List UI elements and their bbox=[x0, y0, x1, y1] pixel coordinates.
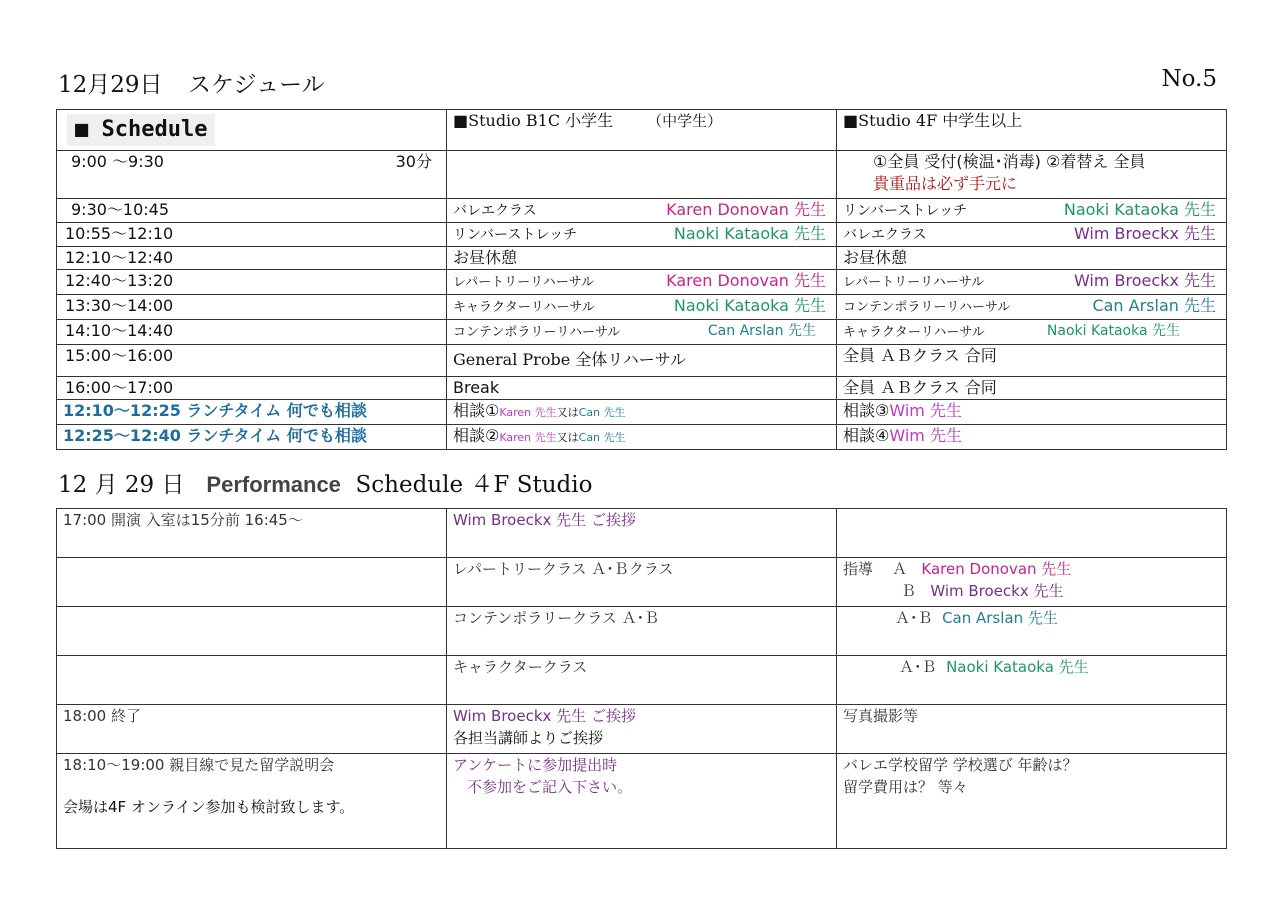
performance-table bbox=[56, 508, 1227, 849]
table-row: 10:55～12:10 リンバーストレッチ Naoki Kataoka 先生 バレエクラス Wim Broeckx 先生 bbox=[57, 223, 1227, 247]
table-row: 17:00 開演 入室は15分前 16:45～ Wim Broeckx 先生 ご挨拶 bbox=[57, 509, 1227, 558]
header-studio-4f: ■Studio 4F 中学生以上 bbox=[837, 110, 1227, 151]
page-title-date: 12月29日 bbox=[58, 72, 163, 98]
header-schedule: ■ Schedule bbox=[57, 110, 447, 151]
table-row: キャラクタークラス Ａ･Ｂ Naoki Kataoka 先生 bbox=[57, 656, 1227, 705]
table-row: 12:10～12:25 ランチタイム 何でも相談 相談①Karen 先生又はCan 先生 相談③Wim 先生 bbox=[57, 400, 1227, 425]
table-row: コンテンポラリークラス Ａ･Ｂ Ａ･Ｂ Can Arslan 先生 bbox=[57, 607, 1227, 656]
performance-title: 12 月 29 日 Performance Schedule ４F Studio bbox=[58, 472, 593, 498]
table-row: 18:00 終了 Wim Broeckx 先生 ご挨拶 各担当講師よりご挨拶 写真撮影等 bbox=[57, 705, 1227, 754]
table-row: 14:10～14:40 コンテンポラリーリハーサル Can Arslan 先生 キャラクターリハーサル Naoki Kataoka 先生 bbox=[57, 320, 1227, 345]
table-row: 12:25～12:40 ランチタイム 何でも相談 相談②Karen 先生又はCan 先生 相談④Wim 先生 bbox=[57, 425, 1227, 450]
table-row: 15:00～16:00 General Probe 全体リハーサル 全員 ＡＢクラス 合同 bbox=[57, 345, 1227, 377]
table-row: 18:10～19:00 親目線で見た留学説明会 会場は4F オンライン参加も検討致します。 アンケートに参加提出時 不参加をご記入下さい。 バレエ学校留学 学校選び 年齢は？ 留学費用は？ 等々 bbox=[57, 754, 1227, 849]
schedule-table bbox=[56, 109, 1227, 450]
table-row: 13:30～14:00 キャラクターリハーサル Naoki Kataoka 先生 コンテンポラリーリハーサル Can Arslan 先生 bbox=[57, 295, 1227, 320]
schedule-header-row bbox=[57, 110, 1227, 151]
page-number: No.5 bbox=[1161, 66, 1217, 92]
table-row: 16:00～17:00 Break 全員 ＡＢクラス 合同 bbox=[57, 377, 1227, 400]
header-studio-b1c: ■Studio B1C 小学生 （中学生） bbox=[447, 110, 837, 151]
table-row: 9:30～10:45 バレエクラス Karen Donovan 先生 リンバーストレッチ Naoki Kataoka 先生 bbox=[57, 199, 1227, 223]
table-row: レパートリークラス Ａ･Ｂクラス 指導 Ａ Karen Donovan 先生 Ｂ Wim Broeckx 先生 bbox=[57, 558, 1227, 607]
page-title-schedule: スケジュール bbox=[188, 72, 325, 98]
table-row: 12:40～13:20 レパートリーリハーサル Karen Donovan 先生 レパートリーリハーサル Wim Broeckx 先生 bbox=[57, 270, 1227, 295]
table-row: 12:10～12:40 お昼休憩 お昼休憩 bbox=[57, 247, 1227, 270]
table-row: 9:00 ～9:30 30分 ①全員 受付(検温･消毒) ②着替え 全員 貴重品は必ず手元に bbox=[57, 151, 1227, 199]
